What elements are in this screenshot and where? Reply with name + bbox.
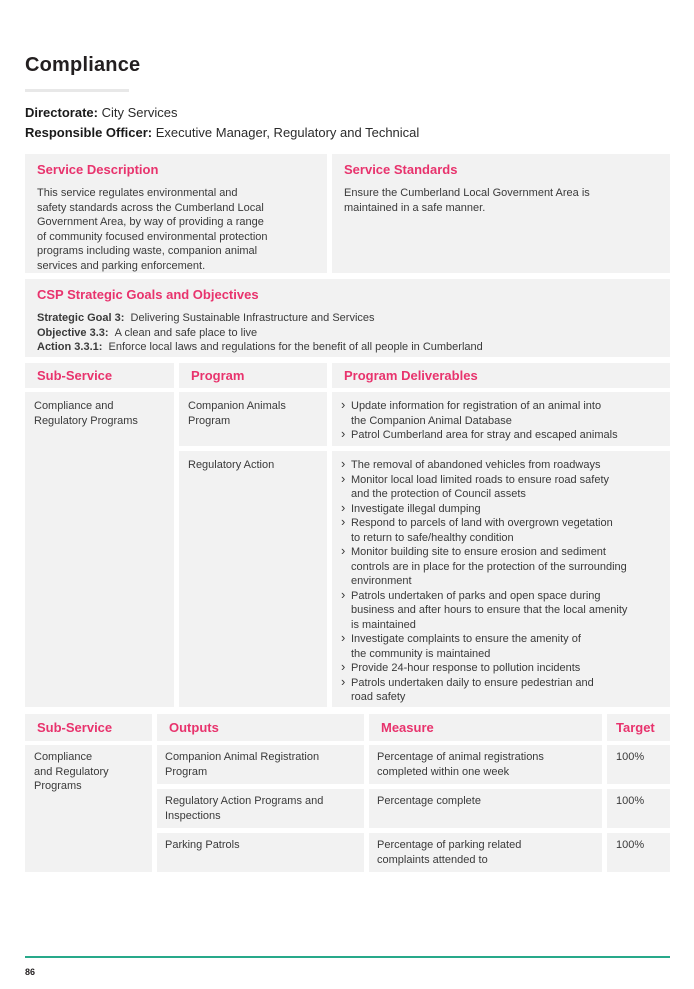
- text-line: › Patrols undertaken of parks and open space during: [351, 589, 601, 602]
- csp-goals-panel: [25, 279, 670, 357]
- outputs-header-target: [607, 714, 670, 741]
- target-value: 100%: [616, 839, 645, 851]
- measure-cell: [369, 745, 602, 784]
- programs-header-sub-service: [25, 363, 174, 388]
- text-line: controls are in place for the protection of the surrounding: [351, 560, 627, 573]
- list-item: [341, 661, 661, 676]
- text-line: Compliance and: [34, 400, 114, 412]
- programs-header-deliverables: [332, 363, 670, 388]
- text-line: Percentage of animal registrations: [377, 751, 544, 763]
- text-line: Regulatory Programs: [34, 414, 138, 427]
- list-item: [341, 676, 661, 705]
- list-item: [341, 589, 661, 633]
- text-line: Percentage of parking related: [377, 839, 522, 851]
- list-item: [341, 458, 661, 473]
- text-line: Companion Animal Registration: [165, 751, 320, 763]
- list-item: [341, 428, 661, 443]
- target-cell: [607, 745, 670, 784]
- text-line: Programs: [34, 780, 82, 792]
- deliverables-cell-regulatory-action: [332, 451, 670, 707]
- objective-line: [37, 326, 658, 341]
- column-header: Target: [616, 720, 655, 735]
- officer-value: Executive Manager, Regulatory and Technical: [155, 125, 420, 140]
- deliverables-list: [341, 458, 661, 705]
- service-standards-panel: [332, 154, 670, 273]
- text-line: is maintained: [351, 618, 416, 631]
- footer-divider: [25, 956, 670, 958]
- text-line: › Patrol Cumberland area for stray and escaped animals: [351, 429, 618, 441]
- text-line: the community is maintained: [351, 647, 491, 660]
- program-cell-companion-animals: [179, 392, 327, 446]
- text-line: maintained in a safe manner.: [344, 201, 486, 214]
- csp-text: [37, 311, 658, 355]
- text-line: of community focused environmental protection: [37, 230, 268, 243]
- action-line: [37, 340, 658, 355]
- outputs-header-sub-service: [25, 714, 152, 741]
- objective-label: Objective 3.3:: [37, 326, 109, 339]
- text-line: Parking Patrols: [165, 839, 240, 851]
- text-line: Program: [165, 765, 208, 778]
- text-line: › Respond to parcels of land with overgrown vegetation: [351, 517, 613, 529]
- deliverables-list: [341, 399, 661, 443]
- programs-sub-service-cell: [25, 392, 174, 707]
- strategic-goal-text: Delivering Sustainable Infrastructure and Services: [130, 312, 375, 324]
- text-line: Companion Animals: [188, 400, 286, 412]
- list-item: [341, 516, 661, 545]
- text-line: › Patrols undertaken daily to ensure pedestrian and: [351, 676, 594, 689]
- text-line: and the protection of Council assets: [351, 488, 526, 500]
- column-header: Measure: [381, 720, 434, 735]
- text-line: Program: [188, 414, 231, 427]
- page-title: Compliance: [25, 54, 141, 76]
- column-header: Program: [191, 368, 245, 383]
- text-line: › Investigate illegal dumping: [351, 502, 481, 515]
- text-line: Ensure the Cumberland Local Government Area is: [344, 187, 590, 199]
- target-value: 100%: [616, 751, 645, 763]
- column-header: Sub-Service: [37, 720, 113, 735]
- action-text: Enforce local laws and regulations for the benefit of all people in Cumberland: [108, 341, 483, 353]
- measure-cell: [369, 833, 602, 872]
- output-cell: [157, 745, 364, 784]
- list-item: [341, 545, 661, 589]
- text-line: Percentage complete: [377, 795, 481, 807]
- deliverables-cell-companion-animals: [332, 392, 670, 446]
- measure-cell: [369, 789, 602, 828]
- action-label: Action 3.3.1:: [37, 341, 103, 353]
- target-cell: [607, 789, 670, 828]
- text-line: to return to safe/healthy condition: [351, 531, 514, 544]
- outputs-header-outputs: [157, 714, 364, 741]
- service-standards-text: [344, 186, 658, 215]
- column-header: Program Deliverables: [344, 368, 478, 383]
- text-line: Regulatory Action Programs and: [165, 795, 324, 807]
- directorate-value: City Services: [101, 105, 178, 120]
- text-line: Regulatory Action: [188, 459, 275, 471]
- text-line: Government Area, by way of providing a range: [37, 216, 264, 228]
- text-line: › The removal of abandoned vehicles from roadways: [351, 459, 601, 471]
- column-header: Outputs: [169, 720, 219, 735]
- strategic-goal-label: Strategic Goal 3:: [37, 312, 125, 324]
- officer-label: Responsible Officer:: [25, 125, 153, 140]
- text-line: › Provide 24-hour response to pollution incidents: [351, 662, 581, 674]
- text-line: and Regulatory: [34, 765, 109, 778]
- directorate-label: Directorate:: [25, 105, 98, 120]
- text-line: the Companion Animal Database: [351, 414, 512, 427]
- list-item: [341, 399, 661, 428]
- strategic-goal-line: [37, 311, 658, 326]
- target-cell: [607, 833, 670, 872]
- service-description-panel: [25, 154, 327, 273]
- directorate-line: [25, 105, 177, 120]
- list-item: [341, 473, 661, 502]
- programs-header-program: [179, 363, 327, 388]
- text-line: business and after hours to ensure that the local amenity: [351, 604, 628, 616]
- csp-heading: CSP Strategic Goals and Objectives: [37, 287, 259, 302]
- text-line: Inspections: [165, 809, 221, 822]
- list-item: [341, 632, 661, 661]
- text-line: › Update information for registration of an animal into: [351, 400, 602, 412]
- text-line: complaints attended to: [377, 853, 488, 866]
- target-value: 100%: [616, 795, 645, 807]
- outputs-sub-service-cell: [25, 745, 152, 872]
- column-header: Sub-Service: [37, 368, 113, 383]
- program-cell-regulatory-action: [179, 451, 327, 707]
- text-line: This service regulates environmental and: [37, 187, 238, 199]
- text-line: › Monitor local load limited roads to ensure road safety: [351, 473, 610, 486]
- text-line: Compliance: [34, 751, 93, 763]
- outputs-header-measure: [369, 714, 602, 741]
- output-cell: [157, 833, 364, 872]
- service-description-text: [37, 186, 315, 273]
- service-standards-heading: Service Standards: [344, 162, 458, 177]
- text-line: programs including waste, companion animal: [37, 245, 258, 257]
- text-line: road safety: [351, 691, 406, 703]
- output-cell: [157, 789, 364, 828]
- text-line: services and parking enforcement.: [37, 259, 206, 272]
- service-description-heading: Service Description: [37, 162, 159, 177]
- text-line: environment: [351, 575, 412, 587]
- page-number: 86: [25, 967, 36, 977]
- text-line: › Monitor building site to ensure erosion and sediment: [351, 546, 606, 558]
- text-line: › Investigate complaints to ensure the amenity of: [351, 633, 581, 645]
- objective-text: A clean and safe place to live: [114, 326, 258, 339]
- list-item: [341, 502, 661, 517]
- text-line: safety standards across the Cumberland Local: [37, 201, 264, 214]
- title-underline: [25, 89, 129, 92]
- text-line: completed within one week: [377, 765, 510, 778]
- officer-line: [25, 125, 419, 140]
